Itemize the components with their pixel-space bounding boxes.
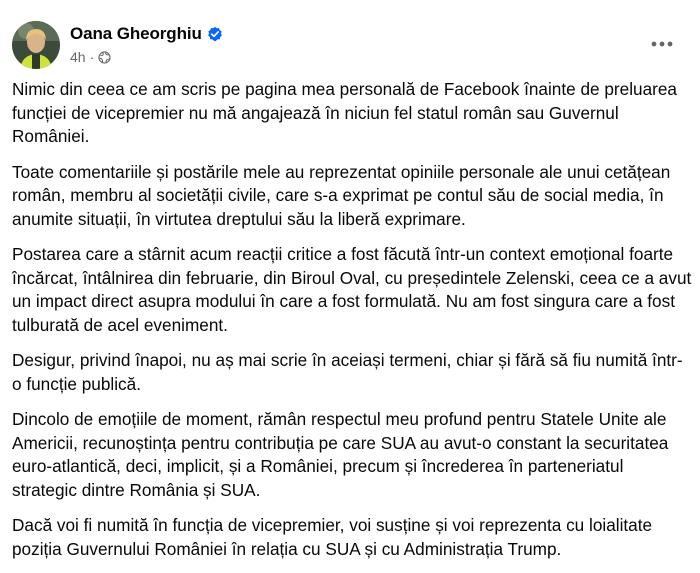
post-paragraph-5: Dincolo de emoțiile de moment, rămân respectul meu profund pentru Statele Unite ale Americii, recunoștința pentru contribuția pe care SUA au avut-o constant la securitatea euro-atlantică, deci, implicit, și a României, precum și încrederea în parteneriatul strategic dintre România și SUA. bbox=[12, 409, 669, 500]
post-paragraph-2: Toate comentariile și postările mele au reprezentat opiniile personale ale unui cetățean român, membru al societății civile, care s-a exprimat pe contul său de social media, în anumite situații, în virtutea dreptului său la liberă exprimare. bbox=[12, 161, 671, 229]
separator-dot: · bbox=[89, 49, 95, 65]
post-header bbox=[12, 20, 223, 70]
post-paragraph-3: Postarea care a stârnit acum reacții critice a fost făcută într-un context emoțional foarte încărcat, întâlnirea din februarie, din Biroul Oval, cu președintele Zelenski, ceea ce a avut un impact direct asupra modului în care a fost formulată. Nu am fost singura care a fost tulburată de acel eveniment. bbox=[12, 244, 692, 335]
post-paragraph-1: Nimic din ceea ce am scris pe pagina mea personală de Facebook înainte de preluarea funcției de vicepremier nu mă angajează în niciun fel statul român sau Guvernul României. bbox=[12, 79, 677, 146]
post-paragraph-6: Dacă voi fi numită în funcția de vicepremier, voi susține și voi reprezenta cu loialitate poziția Guvernului României în relația cu SUA și cu Administrația Trump. bbox=[12, 515, 653, 559]
post-meta bbox=[70, 23, 223, 67]
avatar-image bbox=[12, 21, 60, 69]
timestamp[interactable]: 4h bbox=[70, 49, 86, 65]
post-paragraph-4: Desigur, privind înapoi, nu aș mai scrie în aceiași termeni, chiar și fără să fiu numită într-o funcție publică. bbox=[12, 350, 683, 394]
avatar[interactable] bbox=[12, 21, 60, 69]
author-name[interactable]: Oana Gheorghiu bbox=[70, 24, 202, 43]
post-body bbox=[12, 78, 692, 573]
author-row bbox=[70, 23, 223, 45]
post-subline bbox=[70, 47, 223, 67]
globe-icon[interactable] bbox=[98, 51, 111, 64]
verified-badge-icon bbox=[207, 26, 223, 42]
more-horizontal-icon bbox=[651, 41, 673, 47]
more-options-button[interactable] bbox=[644, 30, 680, 58]
